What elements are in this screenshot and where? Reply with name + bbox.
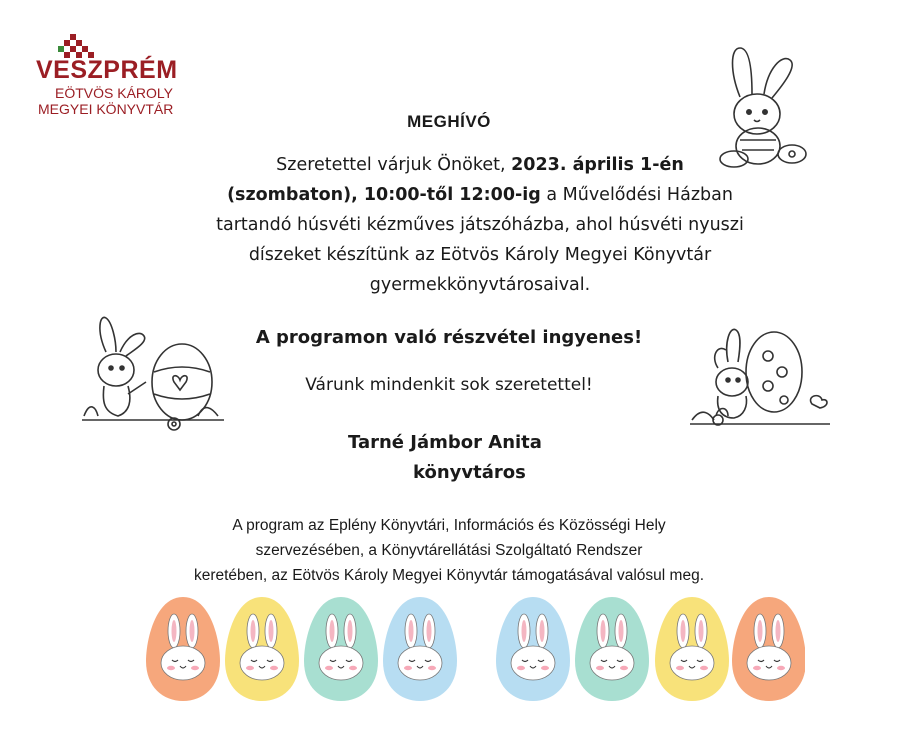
footer-line-1: A program az Eplény Könyvtári, Információs és Közösségi Hely	[232, 517, 666, 534]
logo-line1: EÖTVÖS KÁROLY	[55, 85, 173, 101]
bunny-egg-icon	[304, 597, 378, 701]
welcome-text: Várunk mindenkit sok szeretettel!	[305, 375, 593, 395]
bunny-egg-icon	[732, 597, 805, 701]
bunny-with-egg-icon	[712, 42, 812, 172]
bunny-egg-icon	[383, 597, 457, 701]
bunny-egg-icon	[655, 597, 729, 701]
bunny-painting-egg-icon	[78, 312, 228, 437]
logo-checker-icon	[54, 34, 94, 58]
invitation-paragraph	[170, 150, 790, 300]
para-text: a Művelődési Házban	[540, 185, 733, 205]
library-logo	[36, 30, 196, 120]
bunny-egg-icon	[575, 597, 649, 701]
footer-note	[0, 513, 898, 588]
footer-line-2: szervezésében, a Könyvtárellátási Szolgáltató Rendszer	[255, 542, 643, 559]
para-text: Szeretettel várjuk Önöket,	[276, 155, 512, 175]
bunny-egg-icon	[146, 597, 220, 701]
para-line-1	[170, 150, 790, 180]
signature-role: könyvtáros	[413, 462, 526, 483]
logo-city: VESZPRÉM	[36, 56, 178, 84]
logo-line2: MEGYEI KÖNYVTÁR	[38, 101, 174, 117]
easter-egg-row	[145, 597, 805, 702]
bunny-hugging-egg-icon	[688, 320, 833, 435]
free-entry-notice: A programon való részvétel ingyenes!	[255, 327, 643, 348]
para-line-5: gyermekkönyvtárosaival.	[369, 275, 591, 295]
event-date: 2023. április 1-én	[511, 155, 684, 175]
bunny-egg-icon	[496, 597, 570, 701]
para-line-4: díszeket készítünk az Eötvös Károly Megyei Könyvtár	[248, 245, 712, 265]
event-time: (szombaton), 10:00-től 12:00-ig	[227, 185, 541, 205]
bunny-egg-icon	[225, 597, 299, 701]
footer-line-3: keretében, az Eötvös Károly Megyei Könyvtár támogatásával valósul meg.	[193, 567, 705, 584]
para-line-3: tartandó húsvéti kézműves játszóházba, ahol húsvéti nyuszi	[216, 215, 744, 235]
signature-name: Tarné Jámbor Anita	[348, 432, 542, 453]
page-title: MEGHÍVÓ	[407, 112, 491, 131]
para-line-2	[170, 180, 790, 210]
